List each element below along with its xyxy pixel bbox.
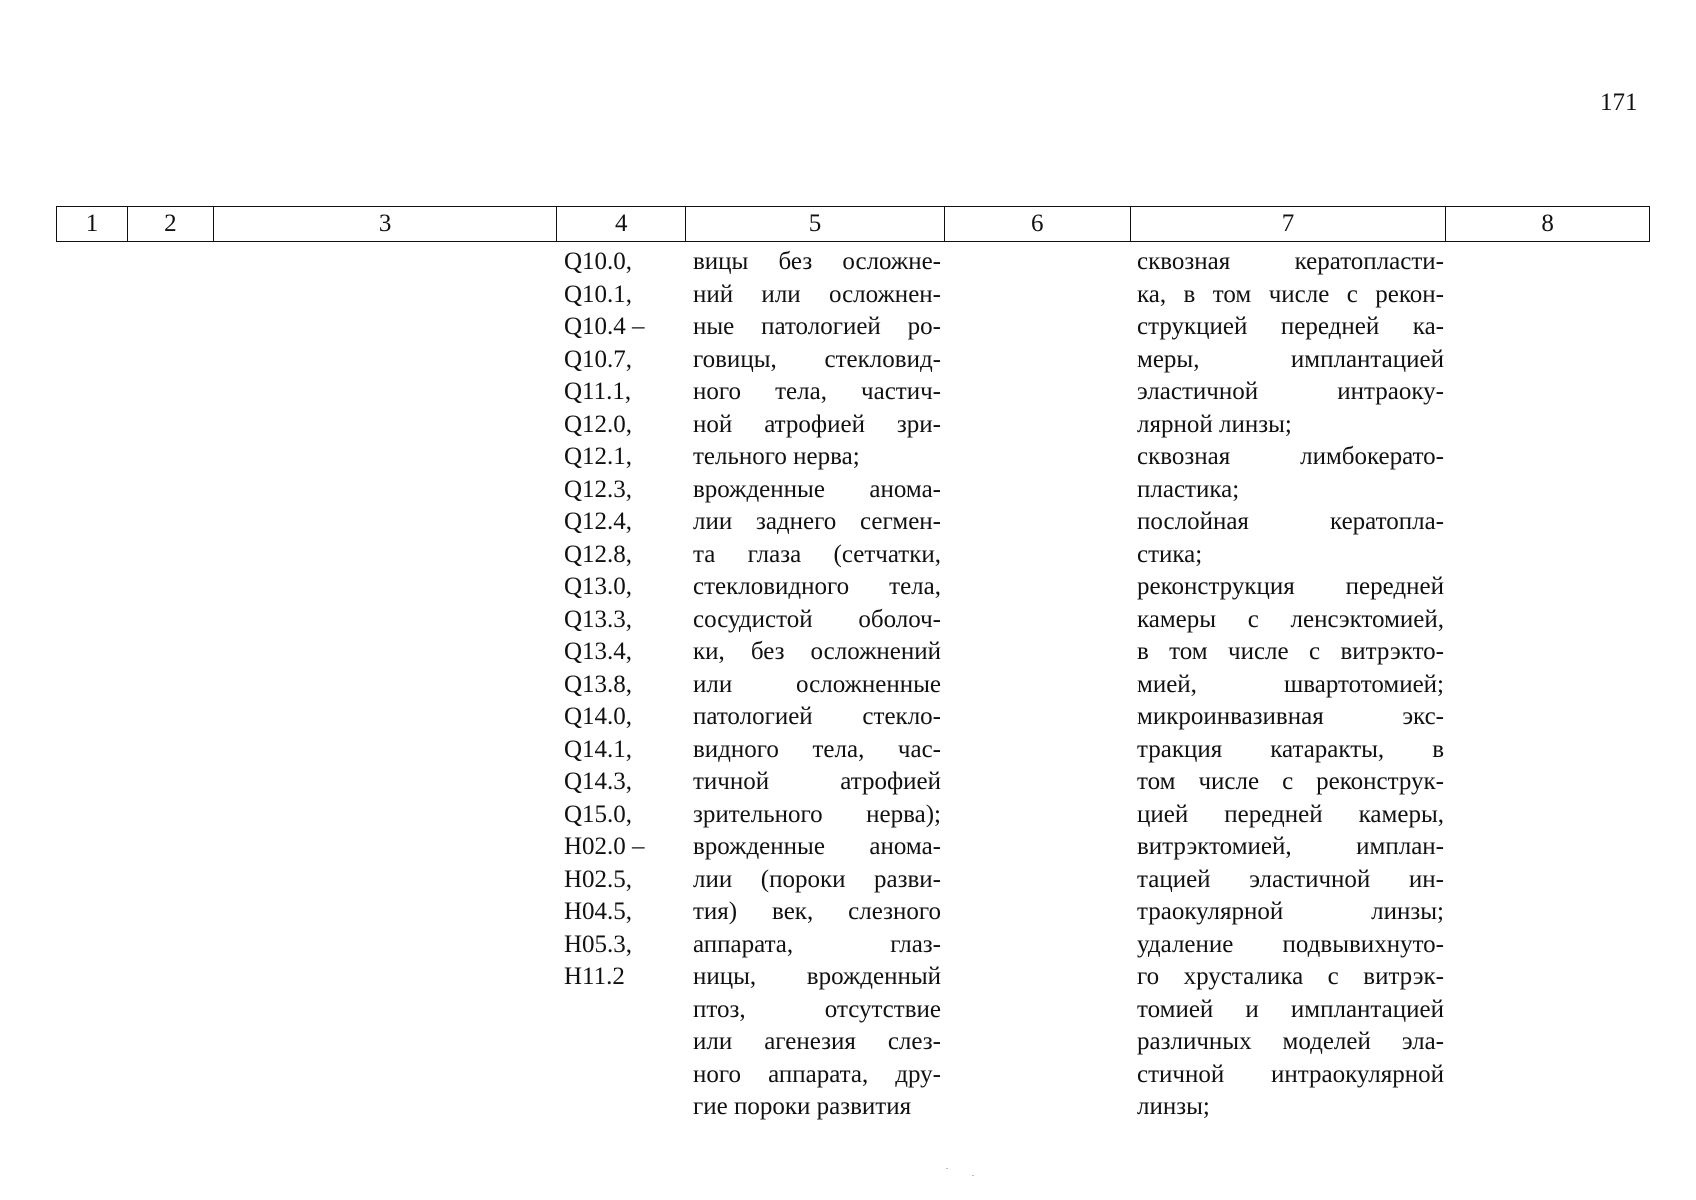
method-line: тракция катаракты, в: [1137, 735, 1444, 763]
column-header-row: [56, 206, 1650, 242]
description-line: патологией стекло-: [693, 703, 941, 730]
description-line: или осложненные: [693, 670, 941, 698]
description-line: говицы, стекловид-: [693, 345, 941, 373]
method-line: томией и имплантацией: [1137, 995, 1444, 1023]
description-line: вицы без осложне-: [693, 248, 941, 275]
method-line: том числе с реконструк-: [1137, 768, 1444, 795]
treatment-methods-column: [1137, 246, 1444, 1124]
diagnosis-code: Q14.0,: [564, 703, 633, 730]
method-line: пластика;: [1137, 475, 1240, 503]
scan-speck: [946, 1168, 948, 1169]
description-line: ний или осложнен-: [693, 280, 941, 308]
description-line: ного аппарата, дру-: [693, 1060, 941, 1088]
method-line: мией, швартотомией;: [1137, 670, 1444, 698]
method-line: ка, в том числе с рекон-: [1137, 280, 1444, 308]
page-number: 171: [1600, 89, 1638, 116]
description-line: тичной атрофией: [693, 768, 941, 795]
description-line: лии заднего сегмен-: [693, 508, 941, 535]
description-line: врожденные анома-: [693, 475, 941, 503]
description-line: врожденные анома-: [693, 833, 941, 860]
column-header-6: 6: [945, 207, 1131, 241]
description-line: зрительного нерва);: [693, 800, 941, 828]
method-line: в том числе с витрэкто-: [1137, 638, 1444, 665]
method-line: удаление подвывихнуто-: [1137, 930, 1444, 958]
description-line: ного тела, частич-: [693, 378, 941, 405]
description-line: или агенезия слез-: [693, 1028, 941, 1055]
description-line: та глаза (сетчатки,: [693, 540, 941, 568]
method-line: го хрусталика с витрэк-: [1137, 963, 1444, 990]
method-line: линзы;: [1137, 1093, 1210, 1120]
scan-speck: [972, 1175, 974, 1176]
method-line: цией передней камеры,: [1137, 800, 1444, 828]
diagnosis-code: H11.2: [564, 963, 625, 990]
method-line: витрэктомией, имплан-: [1137, 833, 1444, 860]
diagnosis-code: H02.0 –: [564, 833, 645, 860]
method-line: эластичной интраоку-: [1137, 378, 1444, 405]
diagnosis-code: Q10.1,: [564, 280, 633, 308]
diagnosis-code: Q14.1,: [564, 735, 633, 763]
method-line: камеры с ленсэктомией,: [1137, 605, 1444, 633]
diagnosis-code: Q10.0,: [564, 248, 633, 275]
diagnosis-codes-column: [564, 246, 684, 994]
method-line: стичной интраокулярной: [1137, 1060, 1444, 1088]
method-line: траокулярной линзы;: [1137, 898, 1444, 925]
description-line: птоз, отсутствие: [693, 995, 941, 1023]
method-line: реконструкция передней: [1137, 573, 1444, 600]
description-line: тельного нерва;: [693, 443, 860, 470]
diagnosis-code: Q14.3,: [564, 768, 633, 795]
diagnosis-code: H04.5,: [564, 898, 633, 925]
column-header-5: 5: [686, 207, 945, 241]
diagnosis-code: H02.5,: [564, 865, 633, 893]
method-line: стика;: [1137, 540, 1203, 568]
description-line: ной атрофией зри-: [693, 410, 941, 438]
description-line: видного тела, час-: [693, 735, 941, 763]
method-line: различных моделей эла-: [1137, 1028, 1444, 1055]
description-line: ницы, врожденный: [693, 963, 941, 990]
method-line: сквозная кератопласти-: [1137, 248, 1444, 275]
description-line: аппарата, глаз-: [693, 930, 941, 958]
description-line: сосудистой оболоч-: [693, 605, 941, 633]
diagnosis-code: Q12.8,: [564, 540, 633, 568]
diagnosis-code: Q13.4,: [564, 638, 633, 665]
model-description-column: [693, 246, 941, 1124]
column-header-3: 3: [214, 207, 558, 241]
diagnosis-code: H05.3,: [564, 930, 633, 958]
diagnosis-code: Q10.4 –: [564, 313, 645, 340]
method-line: струкцией передней ка-: [1137, 313, 1444, 340]
column-header-7: 7: [1131, 207, 1447, 241]
diagnosis-code: Q11.1,: [564, 378, 632, 405]
column-header-4: 4: [557, 207, 686, 241]
method-line: лярной линзы;: [1137, 410, 1292, 438]
method-line: меры, имплантацией: [1137, 345, 1444, 373]
description-line: гие пороки развития: [693, 1093, 912, 1120]
diagnosis-code: Q13.0,: [564, 573, 633, 600]
method-line: микроинвазивная экс-: [1137, 703, 1444, 730]
diagnosis-code: Q13.3,: [564, 605, 633, 633]
diagnosis-code: Q15.0,: [564, 800, 633, 828]
column-header-8: 8: [1541, 210, 1554, 237]
diagnosis-code: Q10.7,: [564, 345, 633, 373]
method-line: тацией эластичной ин-: [1137, 865, 1444, 893]
description-line: ки, без осложнений: [693, 638, 941, 665]
method-line: сквозная лимбокерато-: [1137, 443, 1444, 470]
column-header-2: 2: [128, 207, 214, 241]
method-line: послойная кератопла-: [1137, 508, 1444, 535]
diagnosis-code: Q12.3,: [564, 475, 633, 503]
description-line: лии (пороки разви-: [693, 865, 941, 893]
diagnosis-code: Q12.1,: [564, 443, 633, 470]
description-line: тия) век, слезного: [693, 898, 941, 925]
description-line: ные патологией ро-: [693, 313, 941, 340]
column-header-1: 1: [57, 207, 128, 241]
description-line: стекловидного тела,: [693, 573, 941, 600]
diagnosis-code: Q12.4,: [564, 508, 633, 535]
diagnosis-code: Q12.0,: [564, 410, 633, 438]
diagnosis-code: Q13.8,: [564, 670, 633, 698]
